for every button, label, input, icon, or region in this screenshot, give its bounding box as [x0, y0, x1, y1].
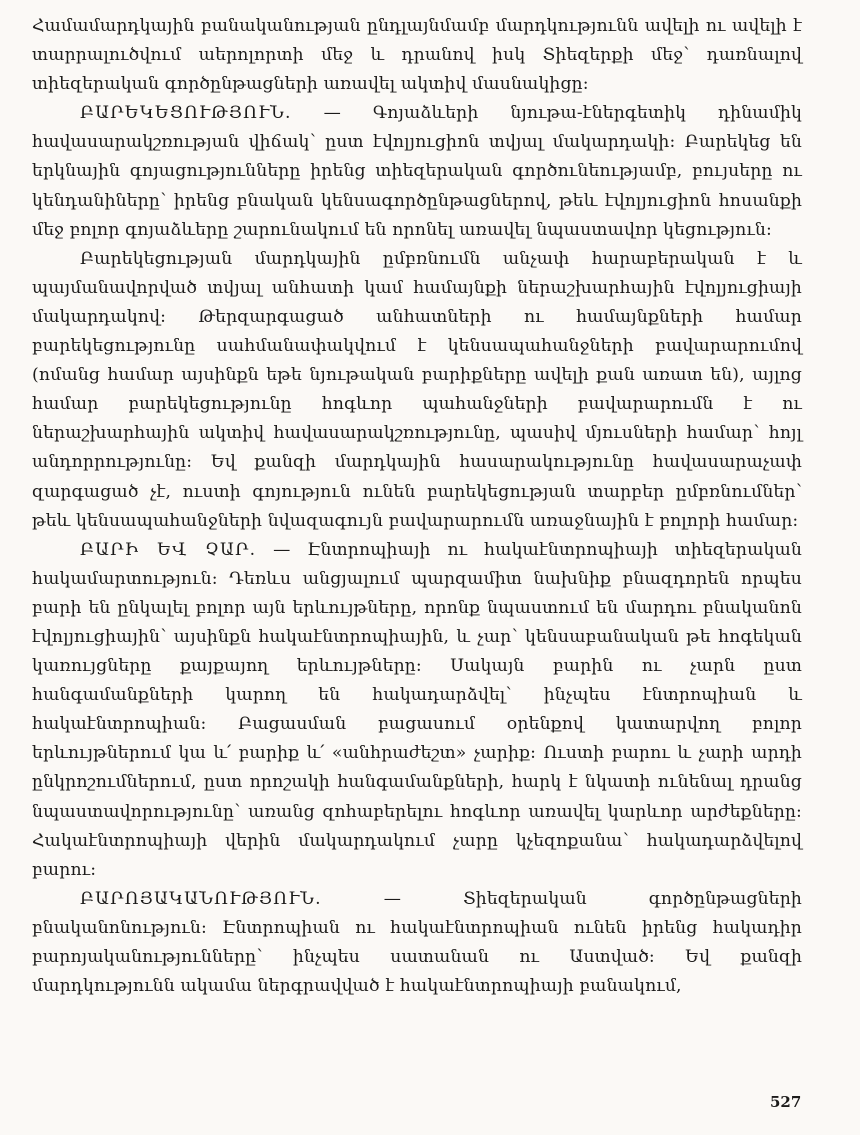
paragraph-humanity-intro — [32, 12, 802, 99]
entry-text: — Գոյաձևերի նյութա-էներգետիկ դինամիկ հավասարակշռության վիճակ՝ ըստ էվոլյուցիոն տվյալ մակարդակի: Բարեկեց են երկնային գոյացությունները իրենց տիեզերական գործունեությամբ, բույսերը ու կենդանիները՝ իրենց բնական կենսագործընթացներով, թեև էվոլյուցիոն հոսանքի մեջ բոլոր գոյաձևերը շարունակում են որոնել առավել նպաստավոր կեցություն: — [32, 103, 802, 240]
entry-text: — Տիեզերական գործընթացների բնականոնություն: Էնտրոպիան ու հակաէնտրոպիան ունեն իրենց հակադիր բարոյականությունները՝ ինչպես սատանան ու Աստված: Եվ քանզի մարդկությունն ակամա ներգրավված է հակաէնտրոպիայի բանակում, — [32, 888, 802, 997]
entry-heading: ԲԱՐՈՅԱԿԱՆՈՒԹՅՈՒՆ. — [80, 888, 322, 909]
entry-text: — Էնտրոպիայի ու հակաէնտրոպիայի տիեզերական հակամարտություն: Դեռևս անցյալում պարզամիտ նախնիք բնազդորեն որպես բարի են ընկալել բոլոր այն երևույթները, որոնք նպաստում են մարդու բնականոն էվոլյուցիային՝ այսինքն հակաէնտրոպիային, և չար՝ կենսաբանական թե հոգեկան կառույցները քայքայող երևույթները: Սակայն բարին ու չարն ըստ հանգամանքների կարող են հակադարձվել՝ ինչպես էնտրոպիան և հակաէնտրոպիան: Բացասման բացասում օրենքով կատարվող բոլոր երևույթներում կա և՛ բարիք և՛ «անհրաժեշտ» չարիք: Ուստի բարու և չարի արդի ընկրոշումներում, ըստ որոշակի հանգամանքների, հարկ է նկատի ունենալ դրանց նպաստավորությունը՝ առանց զոհաբերելու հոգևոր առավել կարևոր արժեքները: Հակաէնտրոպիայի վերին մակարդակում չարը կչեզոքանա՝ հակադարձվելով բարու: — [32, 539, 802, 880]
entry-heading: ԲԱՐԵԿԵՑՈՒԹՅՈՒՆ. — [80, 103, 292, 124]
paragraph-well-being-continued — [32, 245, 802, 536]
entry-good-and-evil — [32, 536, 802, 885]
page-number: 527 — [770, 1093, 802, 1111]
paragraph-text: Համամարդկային բանականության ընդլայնմամբ մարդկությունն ավելի ու ավելի է տարրալուծվում աերոլորտի մեջ և դրանով իսկ Տիեզերքի մեջ՝ դառնալով տիեզերական գործընթացների առավել ակտիվ մասնակիցը: — [32, 16, 802, 95]
entry-well-being — [32, 99, 802, 244]
entry-morality — [32, 885, 802, 1001]
entry-heading: ԲԱՐԻ ԵՎ ՉԱՐ. — [80, 539, 257, 560]
page-body-text — [32, 12, 802, 1001]
paragraph-text: Բարեկեցության մարդկային ըմբռնումն անչափ հարաբերական է և պայմանավորված տվյալ անհատի կամ համայնքի ներաշխարհային էվոլյուցիայի մակարդակով: Թերզարգացած անհատների ու համայնքների համար բարեկեցությունը սահմանափակվում է կենսապահանջների բավարարումով (ոմանց համար այսինքն եթե նյութական բարիքները ավելի քան առատ են), այլոց համար բարեկեցությունը հոգևոր պահանջների բավարարումն է ու ներաշխարհային ակտիվ հավասարակշռությունը, պասիվ մյուսների համար՝ հոյլ անդորրությունը: Եվ քանզի մարդկային հասարակությունը հավասարաչափ զարգացած չէ, ուստի գոյություն ունեն բարեկեցության տարբեր ըմբռնումներ՝ թեև կենսապահանջների նվազագույն բավարարումն առաջնային է բոլորի համար: — [32, 248, 802, 531]
